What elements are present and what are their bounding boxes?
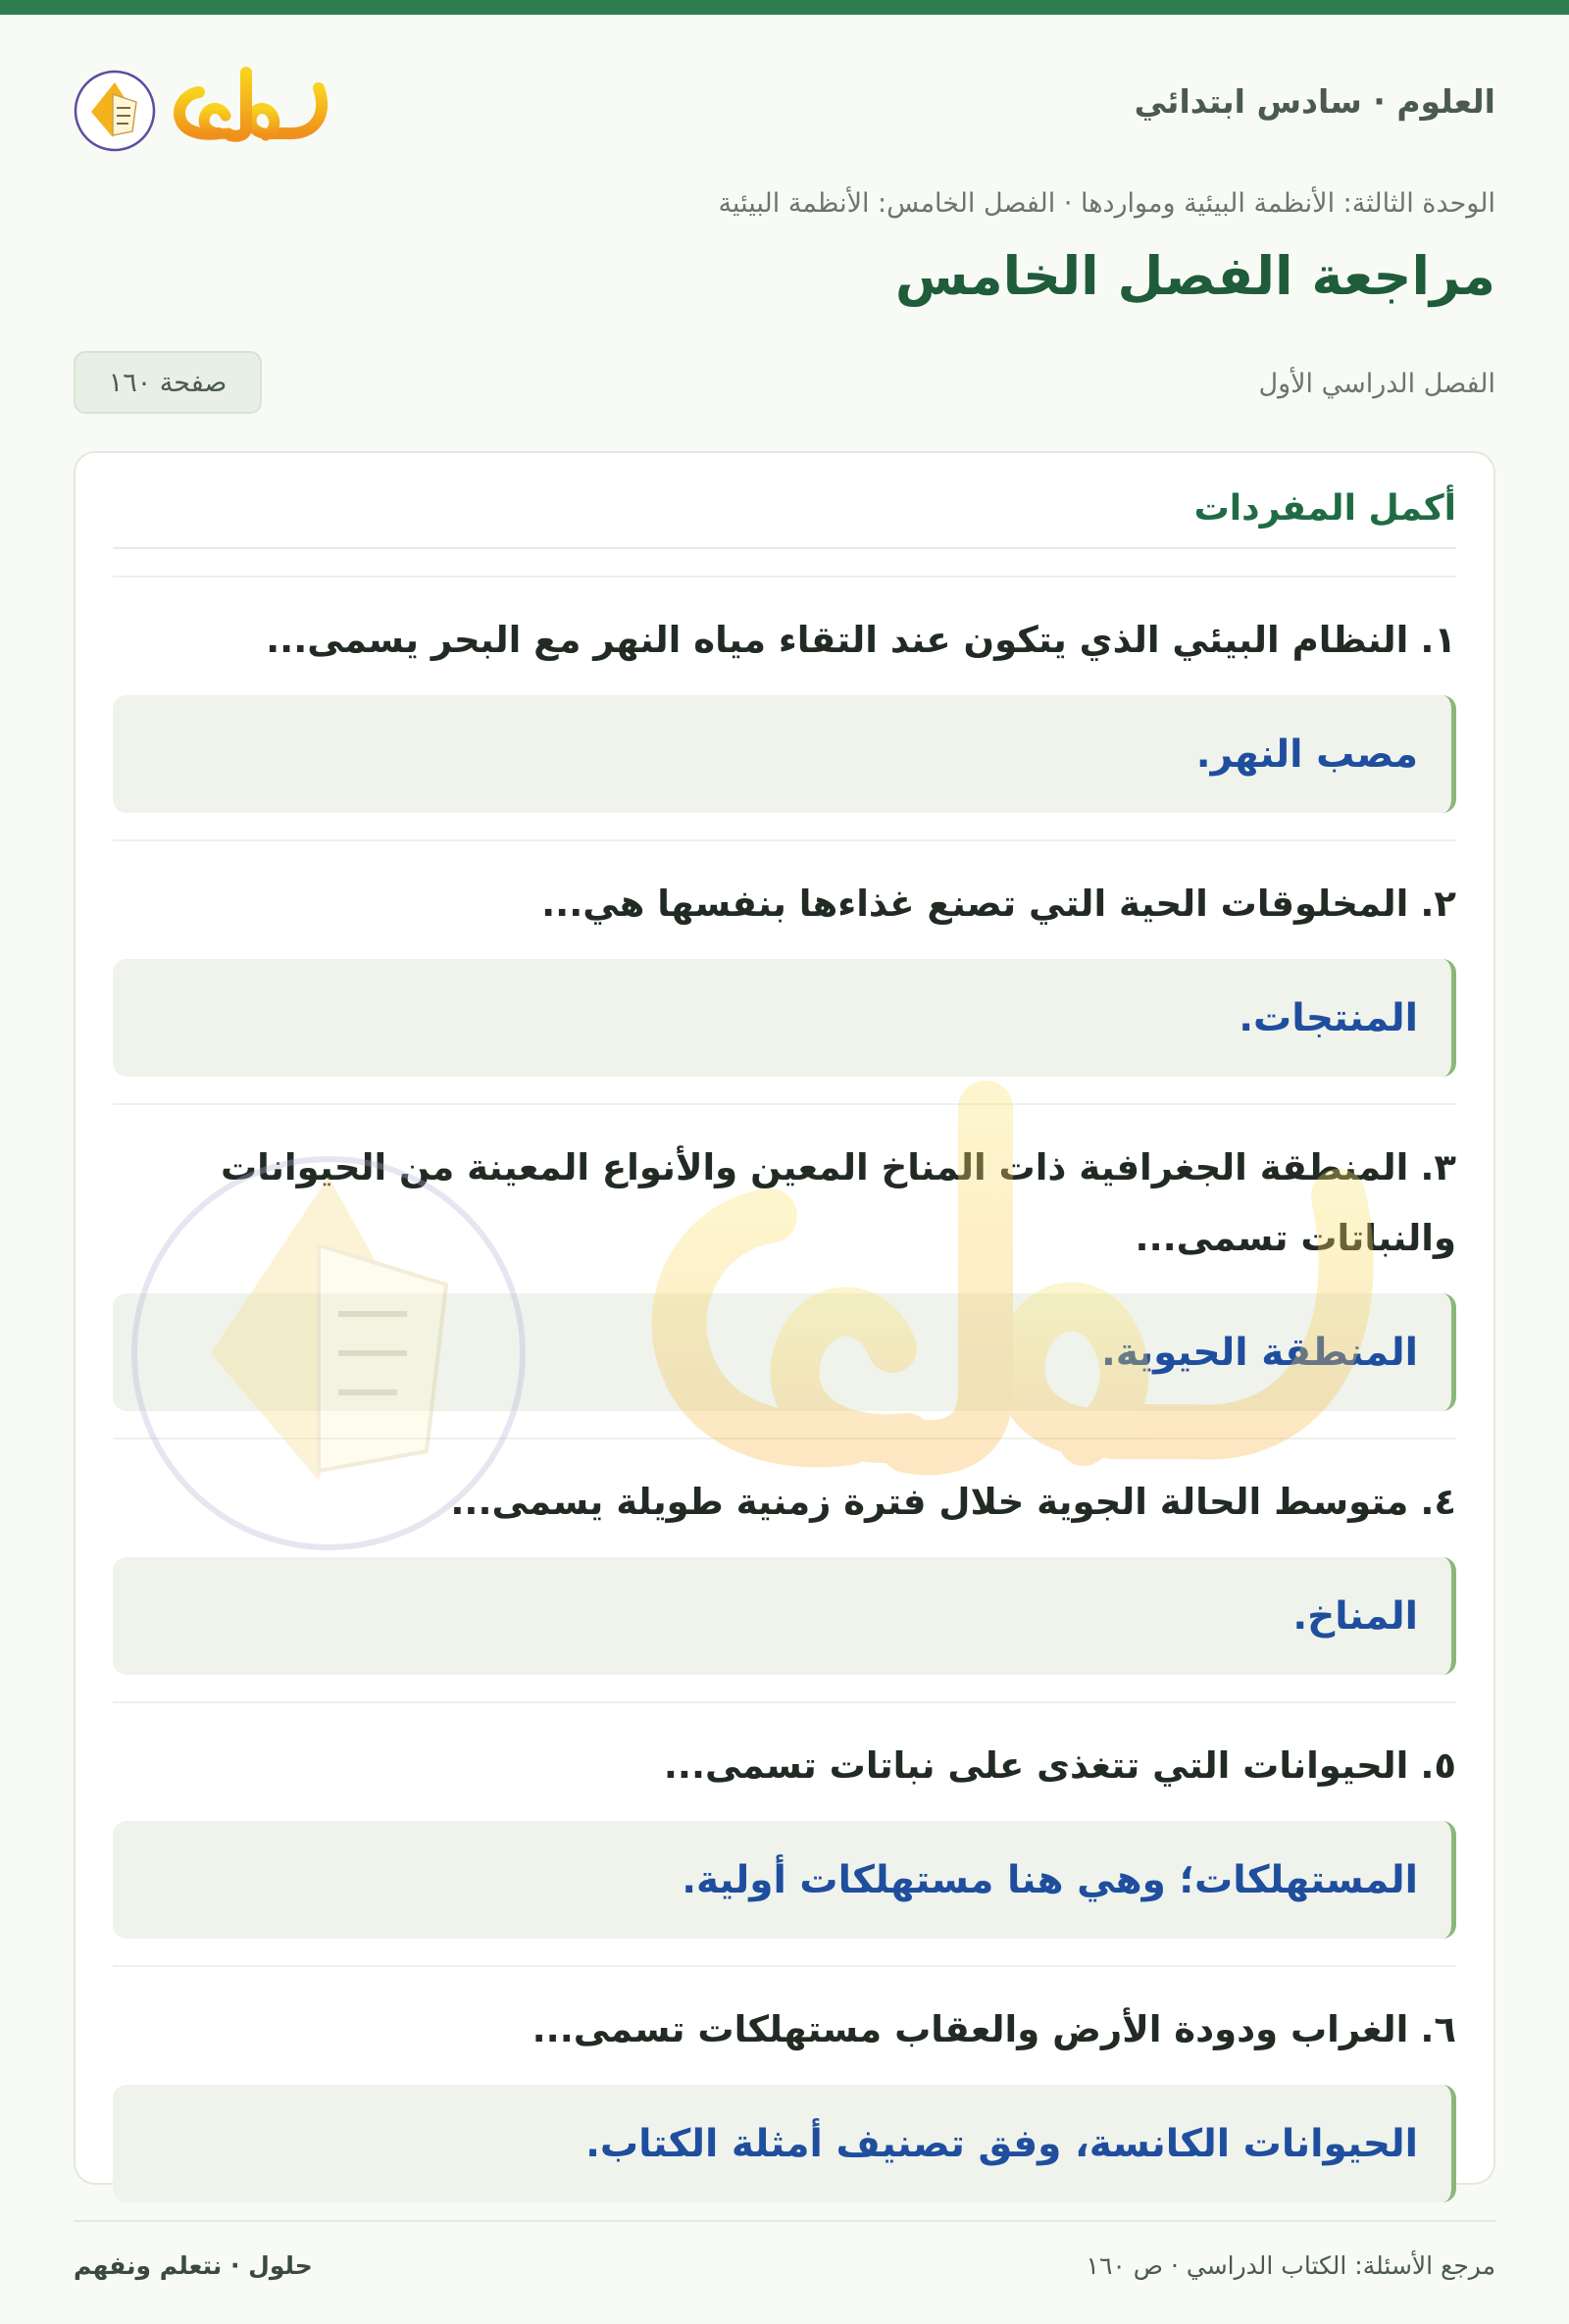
breadcrumb: الوحدة الثالثة: الأنظمة البيئية ومواردها · الفصل الخامس: الأنظمة البيئية <box>718 188 1495 219</box>
question-body: النظام البيئي الذي يتكون عند التقاء مياه النهر مع البحر يسمى... <box>266 619 1409 661</box>
question-item <box>113 1701 1456 1939</box>
question-item <box>113 1965 1456 2202</box>
question-body: متوسط الحالة الجوية خلال فترة زمنية طويلة يسمى... <box>450 1481 1409 1523</box>
site-logo[interactable] <box>74 59 329 157</box>
page-title: مراجعة الفصل الخامس <box>894 245 1495 307</box>
subject-label: العلوم · سادس ابتدائي <box>1134 82 1495 121</box>
question-number: ٣. <box>1420 1146 1456 1188</box>
question-item <box>113 839 1456 1077</box>
book-logo-icon <box>76 72 154 150</box>
question-body: المنطقة الجغرافية ذات المناخ المعين والأنواع المعينة من الحيوانات والنباتات تسمى... <box>220 1146 1456 1259</box>
question-text <box>113 1133 1456 1274</box>
footer-brand: حلول · نتعلم ونفهم <box>74 2251 313 2280</box>
question-body: المخلوقات الحية التي تصنع غذاءها بنفسها هي... <box>541 883 1409 925</box>
question-text <box>113 869 1456 939</box>
section-title: أكمل المفردات <box>1193 488 1456 529</box>
question-number: ١. <box>1420 619 1456 661</box>
question-text <box>113 1731 1456 1801</box>
question-text <box>113 605 1456 676</box>
answer-box: المنتجات. <box>113 959 1456 1077</box>
answer-box: المناخ. <box>113 1557 1456 1675</box>
footer-reference: مرجع الأسئلة: الكتاب الدراسي · ص ١٦٠ <box>1086 2251 1495 2280</box>
question-number: ٥. <box>1420 1744 1456 1787</box>
question-number: ٢. <box>1420 883 1456 925</box>
term-label: الفصل الدراسي الأول <box>1258 369 1495 399</box>
answer-box: مصب النهر. <box>113 695 1456 813</box>
question-item <box>113 1438 1456 1675</box>
question-text <box>113 1995 1456 2065</box>
question-body: الغراب ودودة الأرض والعقاب مستهلكات تسمى... <box>531 2008 1409 2050</box>
logo-wordmark <box>179 73 322 136</box>
top-accent-bar <box>0 0 1569 15</box>
review-card <box>74 451 1495 2185</box>
answer-box: المنطقة الحيوية. <box>113 1293 1456 1411</box>
question-item <box>113 576 1456 813</box>
question-list <box>113 576 1456 2229</box>
question-text <box>113 1467 1456 1538</box>
question-body: الحيوانات التي تتغذى على نباتات تسمى... <box>663 1744 1409 1787</box>
question-number: ٤. <box>1420 1481 1456 1523</box>
footer-divider <box>74 2220 1495 2222</box>
question-number: ٦. <box>1420 2008 1456 2050</box>
answer-box: المستهلكات؛ وهي هنا مستهلكات أولية. <box>113 1821 1456 1939</box>
answer-box: الحيوانات الكانسة، وفق تصنيف أمثلة الكتاب. <box>113 2085 1456 2202</box>
section-divider <box>113 547 1456 549</box>
question-item <box>113 1103 1456 1411</box>
page-number-badge: صفحة ١٦٠ <box>74 351 262 414</box>
page-header <box>74 59 1495 157</box>
